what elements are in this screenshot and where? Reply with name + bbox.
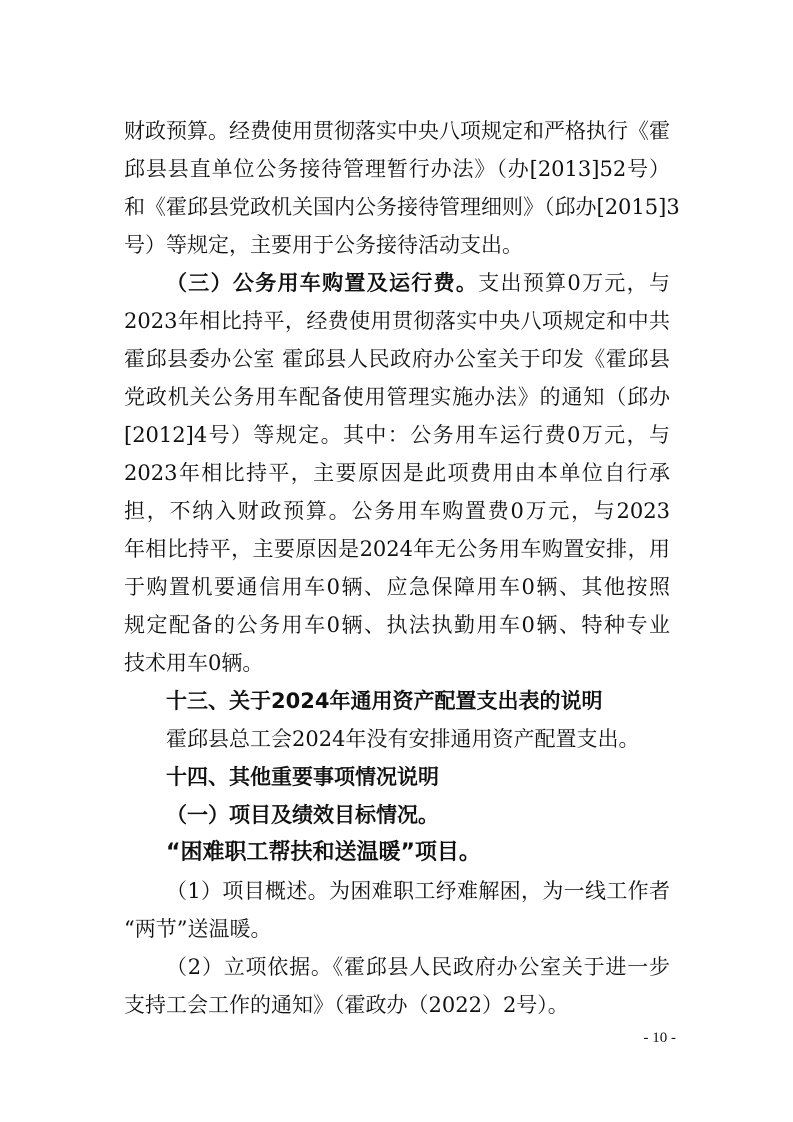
body-line: 邱县县直单位公务接待管理暂行办法》（办[2013]52号）	[124, 157, 670, 181]
section13-text: 霍邱县总工会2024年没有安排通用资产配置支出。	[166, 727, 640, 751]
section14-heading: 十四、其他重要事项情况说明	[166, 765, 439, 789]
body-line: 规定配备的公务用车0辆、执法执勤用车0辆、特种专业	[124, 613, 670, 637]
section3-text: 支出预算0万元，与	[478, 271, 670, 295]
body-line: 号）等规定，主要用于公务接待活动支出。	[124, 233, 523, 257]
body-line: 担，不纳入财政预算。公务用车购置费0万元，与2023	[124, 499, 670, 523]
body-line: “两节”送温暖。	[124, 917, 272, 941]
body-line: 2023年相比持平，经费使用贯彻落实中央八项规定和中共	[124, 309, 670, 333]
section3-line	[166, 264, 670, 302]
section13-heading: 十三、关于2024年通用资产配置支出表的说明	[166, 689, 603, 713]
body-line: 霍邱县委办公室 霍邱县人民政府办公室关于印发《霍邱县	[124, 347, 670, 371]
section14-subheading: （一）项目及绩效目标情况。	[166, 803, 439, 827]
body-line: 技术用车0辆。	[124, 651, 264, 675]
page-number: - 10 -	[643, 1030, 676, 1046]
body-line: 于购置机要通信用车0辆、应急保障用车0辆、其他按照	[124, 575, 670, 599]
body-line: 2023年相比持平，主要原因是此项费用由本单位自行承	[124, 461, 670, 485]
project-title: “困难职工帮扶和送温暖”项目。	[166, 840, 481, 865]
body-line: 党政机关公务用车配备使用管理实施办法》的通知（邱办	[124, 385, 670, 409]
body-line: 财政预算。经费使用贯彻落实中央八项规定和严格执行《霍	[124, 119, 670, 143]
project-basis-line: （2）立项依据。《霍邱县人民政府办公室关于进一步	[166, 955, 670, 979]
project-overview-line: （1）项目概述。为困难职工纾难解困，为一线工作者	[166, 879, 670, 903]
body-line: 和《霍邱县党政机关国内公务接待管理细则》（邱办[2015]3	[124, 195, 680, 219]
body-line: [2012]4号）等规定。其中：公务用车运行费0万元，与	[124, 423, 670, 447]
body-line: 支持工会工作的通知》（霍政办（2022）2号）。	[124, 993, 569, 1017]
body-line: 年相比持平，主要原因是2024年无公务用车购置安排，用	[124, 537, 670, 561]
section3-heading: （三）公务用车购置及运行费。	[166, 271, 479, 295]
